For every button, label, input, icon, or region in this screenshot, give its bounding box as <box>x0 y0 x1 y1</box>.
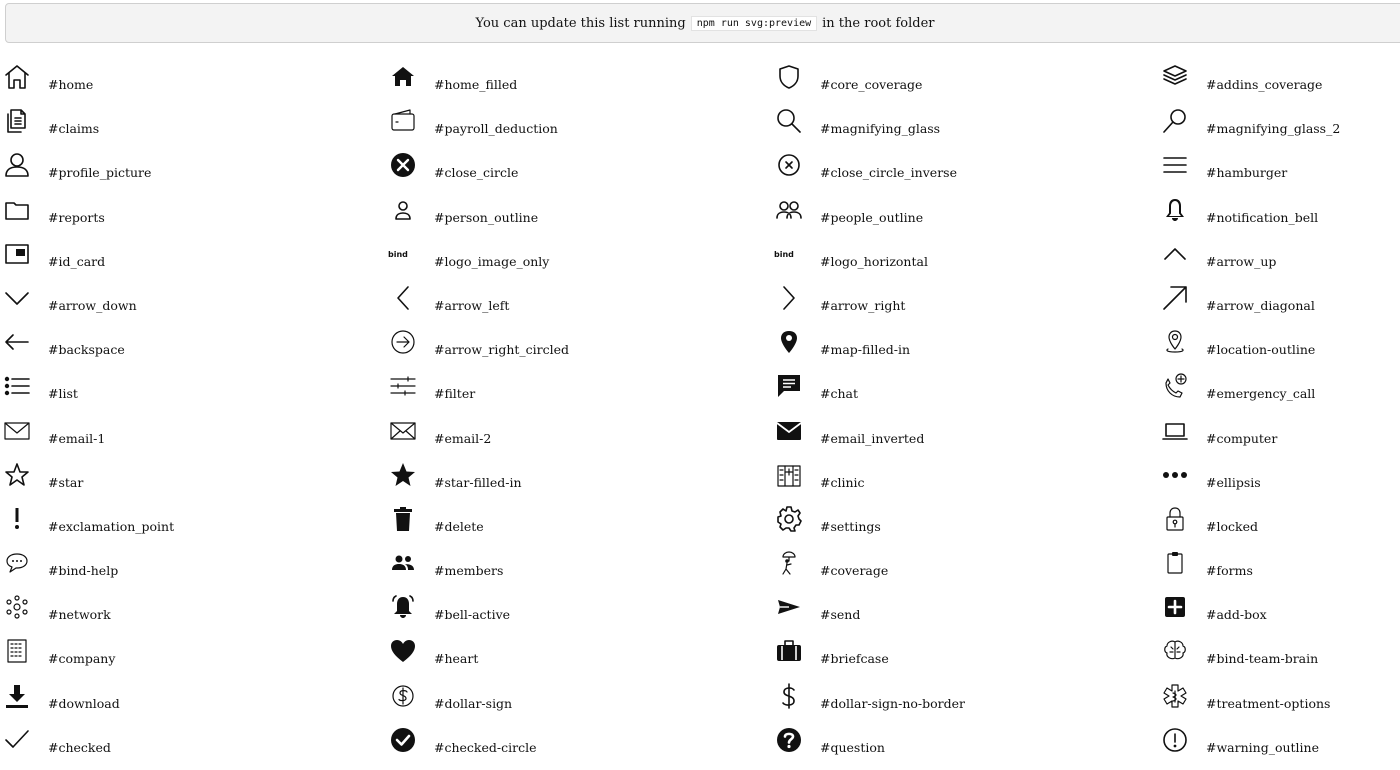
icon-label: #star <box>48 474 84 490</box>
icon-label: #home <box>48 77 94 92</box>
email-1-icon <box>2 416 32 446</box>
icon-label: #map-filled-in <box>820 342 911 358</box>
arrow-right-icon <box>774 283 804 313</box>
addins-coverage-icon <box>1160 62 1190 92</box>
icon-item-arrow_up <box>1158 239 1400 283</box>
core-coverage-icon <box>774 62 804 92</box>
icon-item-network <box>0 592 386 636</box>
icon-item-filter <box>386 371 772 415</box>
icon-label: #bind-team-brain <box>1206 651 1319 667</box>
payroll-deduction-icon <box>388 106 418 136</box>
arrow-diagonal-icon <box>1160 283 1190 313</box>
icon-item-send <box>772 592 1158 636</box>
icon-label: #ellipsis <box>1206 474 1261 490</box>
icon-label: #email-1 <box>48 430 106 446</box>
icon-label: #magnifying_glass_2 <box>1206 121 1341 137</box>
icon-label: #arrow_down <box>48 297 137 313</box>
icon-item-locked <box>1158 504 1400 548</box>
icon-label: #bell-active <box>434 607 511 623</box>
icon-label: #id_card <box>48 253 106 269</box>
icon-label: #close_circle <box>434 165 519 181</box>
emergency-call-icon <box>1160 371 1190 401</box>
email-2-icon <box>388 416 418 446</box>
icon-label: #computer <box>1206 430 1278 446</box>
icon-item-checked-circle <box>386 725 772 769</box>
icon-item-star <box>0 460 386 504</box>
arrow-right-circled-icon <box>388 327 418 357</box>
logo-text: bind <box>388 249 408 259</box>
email-inverted-icon <box>774 416 804 446</box>
icon-item-arrow_right_circled <box>386 327 772 371</box>
arrow-up-icon <box>1160 239 1190 269</box>
icon-item-claims <box>0 106 386 150</box>
icon-label: #email_inverted <box>820 430 925 446</box>
forms-icon <box>1160 548 1190 578</box>
icon-item-add-box <box>1158 592 1400 636</box>
icon-label: #add-box <box>1206 607 1267 623</box>
icon-label: #email-2 <box>434 430 492 446</box>
reports-icon <box>2 195 32 225</box>
magnifying-glass-icon <box>774 106 804 136</box>
icon-item-company <box>0 636 386 680</box>
home-icon <box>2 62 32 92</box>
dollar-sign-no-border-icon <box>774 681 804 711</box>
icon-item-close_circle_inverse <box>772 150 1158 194</box>
icon-item-dollar-sign <box>386 681 772 725</box>
icon-label: #arrow_left <box>434 297 510 313</box>
filter-icon <box>388 371 418 401</box>
bind-help-icon <box>2 548 32 578</box>
icon-item-checked <box>0 725 386 769</box>
icon-item-members <box>386 548 772 592</box>
icon-label: #close_circle_inverse <box>820 165 957 181</box>
icon-label: #list <box>48 386 78 402</box>
icon-item-arrow_diagonal <box>1158 283 1400 327</box>
icon-label: #coverage <box>820 563 889 579</box>
treatment-options-icon <box>1160 681 1190 711</box>
home-filled-icon <box>388 62 418 92</box>
heart-icon <box>388 636 418 666</box>
icon-item-dollar-sign-no-border <box>772 681 1158 725</box>
icon-label: #exclamation_point <box>48 518 175 534</box>
icon-label: #person_outline <box>434 209 539 225</box>
icon-grid <box>0 62 1400 769</box>
icon-item-chat <box>772 371 1158 415</box>
icon-item-clinic <box>772 460 1158 504</box>
icon-item-home_filled <box>386 62 772 106</box>
id-card-icon <box>2 239 32 269</box>
download-icon <box>2 681 32 711</box>
icon-item-forms <box>1158 548 1400 592</box>
icon-label: #briefcase <box>820 651 889 667</box>
profile-picture-icon <box>2 150 32 180</box>
icon-label: #profile_picture <box>48 165 152 181</box>
icon-item-warning_outline <box>1158 725 1400 769</box>
warning-outline-icon <box>1160 725 1190 755</box>
icon-label: #claims <box>48 121 100 137</box>
icon-item-profile_picture <box>0 150 386 194</box>
icon-label: #home_filled <box>434 77 518 92</box>
icon-label: #members <box>434 563 504 579</box>
icon-item-question <box>772 725 1158 769</box>
ellipsis-icon <box>1160 460 1190 490</box>
chat-icon <box>774 371 804 401</box>
icon-item-addins_coverage <box>1158 62 1400 106</box>
icon-item-location-outline <box>1158 327 1400 371</box>
icon-label: #emergency_call <box>1206 386 1316 402</box>
icon-label: #delete <box>434 518 484 534</box>
icon-item-email-2 <box>386 416 772 460</box>
icon-item-magnifying_glass <box>772 106 1158 150</box>
icon-label: #send <box>820 607 861 623</box>
icon-item-core_coverage <box>772 62 1158 106</box>
icon-item-email_inverted <box>772 416 1158 460</box>
arrow-left-icon <box>388 283 418 313</box>
claims-icon <box>2 106 32 136</box>
icon-label: #checked <box>48 739 111 755</box>
banner-suffix-text: in the root folder <box>822 15 935 31</box>
close-circle-inverse-icon <box>774 150 804 180</box>
checked-icon <box>2 725 32 755</box>
icon-label: #star-filled-in <box>434 474 522 490</box>
icon-item-close_circle <box>386 150 772 194</box>
icon-label: #treatment-options <box>1206 695 1331 711</box>
icon-item-notification_bell <box>1158 195 1400 239</box>
icon-label: #clinic <box>820 474 865 490</box>
icon-item-delete <box>386 504 772 548</box>
checked-circle-icon <box>388 725 418 755</box>
icon-label: #company <box>48 651 116 667</box>
icon-item-list <box>0 371 386 415</box>
star-filled-in-icon <box>388 460 418 490</box>
icon-item-hamburger <box>1158 150 1400 194</box>
icon-item-bell-active <box>386 592 772 636</box>
icon-label: #location-outline <box>1206 342 1316 358</box>
person-outline-icon <box>388 195 418 225</box>
icon-item-arrow_down <box>0 283 386 327</box>
icon-label: #chat <box>820 386 859 402</box>
icon-label: #bind-help <box>48 563 119 579</box>
icon-label: #notification_bell <box>1206 209 1319 225</box>
icon-label: #filter <box>434 386 476 402</box>
icon-item-logo_image_only <box>386 239 772 283</box>
logo-horizontal-icon <box>774 239 804 269</box>
icon-item-magnifying_glass_2 <box>1158 106 1400 150</box>
icon-label: #arrow_right_circled <box>434 342 570 358</box>
map-filled-in-icon <box>774 327 804 357</box>
icon-label: #arrow_right <box>820 297 906 313</box>
icon-label: #checked-circle <box>434 739 537 755</box>
icon-label: #payroll_deduction <box>434 121 558 137</box>
icon-item-backspace <box>0 327 386 371</box>
icon-item-computer <box>1158 416 1400 460</box>
delete-icon <box>388 504 418 534</box>
add-box-icon <box>1160 592 1190 622</box>
notification-bell-icon <box>1160 195 1190 225</box>
icon-item-emergency_call <box>1158 371 1400 415</box>
icon-item-settings <box>772 504 1158 548</box>
icon-label: #logo_image_only <box>434 253 550 269</box>
icon-label: #dollar-sign <box>434 695 513 711</box>
people-outline-icon <box>774 195 804 225</box>
icon-label: #settings <box>820 518 881 534</box>
icon-label: #people_outline <box>820 209 924 225</box>
icon-item-bind-help <box>0 548 386 592</box>
icon-label: #arrow_diagonal <box>1206 297 1315 313</box>
icon-item-email-1 <box>0 416 386 460</box>
icon-item-star-filled-in <box>386 460 772 504</box>
icon-label: #core_coverage <box>820 77 923 92</box>
icon-label: #reports <box>48 209 105 225</box>
logo-image-only-icon <box>388 239 418 269</box>
coverage-icon <box>774 548 804 578</box>
computer-icon <box>1160 416 1190 446</box>
icon-label: #backspace <box>48 342 125 358</box>
icon-item-logo_horizontal <box>772 239 1158 283</box>
locked-icon <box>1160 504 1190 534</box>
arrow-down-icon <box>2 283 32 313</box>
icon-item-id_card <box>0 239 386 283</box>
icon-item-heart <box>386 636 772 680</box>
icon-item-payroll_deduction <box>386 106 772 150</box>
icon-item-home <box>0 62 386 106</box>
logo-text: bind <box>774 249 794 259</box>
icon-label: #download <box>48 695 120 711</box>
icon-label: #forms <box>1206 563 1253 579</box>
location-outline-icon <box>1160 327 1190 357</box>
backspace-icon <box>2 327 32 357</box>
icon-item-bind-team-brain <box>1158 636 1400 680</box>
icon-item-reports <box>0 195 386 239</box>
dollar-sign-icon <box>388 681 418 711</box>
command-code: npm run svg:preview <box>691 16 817 31</box>
icon-label: #addins_coverage <box>1206 77 1323 92</box>
icon-label: #warning_outline <box>1206 739 1319 755</box>
icon-label: #dollar-sign-no-border <box>820 695 966 711</box>
list-icon <box>2 371 32 401</box>
icon-item-map-filled-in <box>772 327 1158 371</box>
star-icon <box>2 460 32 490</box>
icon-label: #logo_horizontal <box>820 253 928 269</box>
icon-label: #heart <box>434 651 479 667</box>
magnifying-glass-2-icon <box>1160 106 1190 136</box>
icon-item-ellipsis <box>1158 460 1400 504</box>
icon-item-briefcase <box>772 636 1158 680</box>
icon-item-exclamation_point <box>0 504 386 548</box>
icon-label: #magnifying_glass <box>820 121 941 137</box>
banner-prefix-text: You can update this list running <box>475 15 686 31</box>
icon-label: #question <box>820 739 885 755</box>
icon-item-arrow_right <box>772 283 1158 327</box>
exclamation-point-icon <box>2 504 32 534</box>
icon-label: #hamburger <box>1206 165 1288 181</box>
icon-item-coverage <box>772 548 1158 592</box>
icon-label: #arrow_up <box>1206 253 1277 269</box>
members-icon <box>388 548 418 578</box>
icon-item-arrow_left <box>386 283 772 327</box>
close-circle-icon <box>388 150 418 180</box>
icon-item-people_outline <box>772 195 1158 239</box>
question-icon <box>774 725 804 755</box>
clinic-icon <box>774 460 804 490</box>
icon-item-treatment-options <box>1158 681 1400 725</box>
icon-item-download <box>0 681 386 725</box>
hamburger-icon <box>1160 150 1190 180</box>
instructions-banner <box>5 3 1400 43</box>
send-icon <box>774 592 804 622</box>
settings-icon <box>774 504 804 534</box>
bell-active-icon <box>388 592 418 622</box>
bind-team-brain-icon <box>1160 636 1190 666</box>
company-icon <box>2 636 32 666</box>
icon-label: #network <box>48 607 111 623</box>
network-icon <box>2 592 32 622</box>
icon-item-person_outline <box>386 195 772 239</box>
briefcase-icon <box>774 636 804 666</box>
icon-label: #locked <box>1206 518 1258 534</box>
